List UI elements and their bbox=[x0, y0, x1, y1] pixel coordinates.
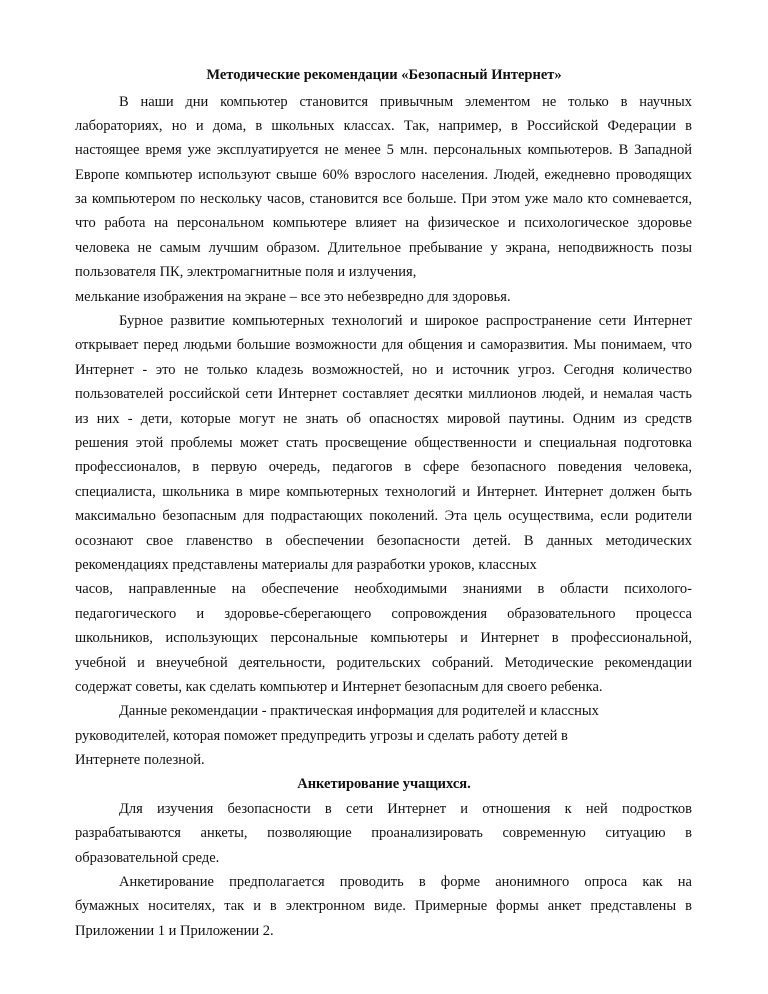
text-line: содержат советы, как сделать компьютер и Интернет безопасным для своего ребенка. bbox=[75, 679, 603, 695]
text-line: часов, направленные на обеспечение необходимыми знаниями в области психолого- bbox=[75, 581, 692, 597]
text-line: максимально безопасным для подрастающих поколений. Эта цель осуществима, если родители bbox=[75, 508, 692, 524]
text-line: мелькание изображения на экране – все это небезвредно для здоровья. bbox=[75, 289, 511, 305]
text-line: рекомендациях представлены материалы для разработки уроков, классных bbox=[75, 557, 537, 573]
text-line: что работа на персональном компьютере влияет на физическое и психологическое здоровье bbox=[75, 215, 692, 231]
text-line: Анкетирование предполагается проводить в форме анонимного опроса как на bbox=[119, 874, 692, 890]
text-line: настоящее время уже эксплуатируется не менее 5 млн. персональных компьютеров. В Западной bbox=[75, 142, 692, 158]
text-line: бумажных носителях, так и в электронном виде. Примерные формы анкет представлены в bbox=[75, 898, 692, 914]
text-line: Европе компьютер используют свыше 60% взрослого населения. Людей, ежедневно проводящих bbox=[75, 167, 692, 183]
text-line: Приложении 1 и Приложении 2. bbox=[75, 923, 274, 939]
text-line: Бурное развитие компьютерных технологий и широкое распространение сети Интернет bbox=[119, 313, 692, 329]
text-line: руководителей, которая поможет предупредить угрозы и сделать работу детей в bbox=[75, 728, 568, 744]
text-line: педагогического и здоровье-сберегающего сопровождения образовательного процесса bbox=[75, 606, 692, 622]
text-line: профессионалов, в первую очередь, педагогов в сфере безопасного поведения человека, bbox=[75, 459, 692, 475]
text-line: за компьютером по нескольку часов, становится все больше. При этом уже мало кто сомневается, bbox=[75, 191, 692, 207]
text-line: пользователя ПК, электромагнитные поля и излучения, bbox=[75, 264, 417, 280]
text-line: из них - дети, которые могут не знать об опасностях мировой паутины. Одним из средств bbox=[75, 411, 692, 427]
document-title: Методические рекомендации «Безопасный Интернет» bbox=[206, 67, 562, 83]
text-line: открывает перед людьми большие возможности для общения и саморазвития. Мы понимаем, что bbox=[75, 337, 692, 353]
text-line: Для изучения безопасности в сети Интернет и отношения к ней подростков bbox=[119, 801, 692, 817]
text-line: решения этой проблемы может стать просвещение общественности и специальная подготовка bbox=[75, 435, 692, 451]
text-line: лабораториях, но и дома, в школьных классах. Так, например, в Российской Федерации в bbox=[75, 118, 692, 134]
text-line: Интернете полезной. bbox=[75, 752, 205, 768]
text-line: пользователей российской сети Интернет составляет десятки миллионов людей, и немалая часть bbox=[75, 386, 692, 402]
text-line: Интернет - это не только кладезь возможностей, но и источник угроз. Сегодня количество bbox=[75, 362, 692, 378]
text-line: человека не самым лучшим образом. Длительное пребывание у экрана, неподвижность позы bbox=[75, 240, 692, 256]
text-line: разрабатываются анкеты, позволяющие проанализировать современную ситуацию в bbox=[75, 825, 692, 841]
text-line: Данные рекомендации - практическая информация для родителей и классных bbox=[119, 703, 599, 719]
section-title: Анкетирование учащихся. bbox=[297, 776, 471, 792]
text-line: В наши дни компьютер становится привычным элементом не только в научных bbox=[119, 94, 692, 110]
text-line: образовательной среде. bbox=[75, 850, 220, 866]
text-line: специалиста, школьника в мире компьютерных технологий и Интернет. Интернет должен быть bbox=[75, 484, 692, 500]
text-line: учебной и внеучебной деятельности, родительских собраний. Методические рекомендации bbox=[75, 655, 692, 671]
text-line: школьников, использующих персональные компьютеры и Интернет в профессиональной, bbox=[75, 630, 692, 646]
text-line: осознают свое главенство в обеспечении безопасности детей. В данных методических bbox=[75, 533, 692, 549]
